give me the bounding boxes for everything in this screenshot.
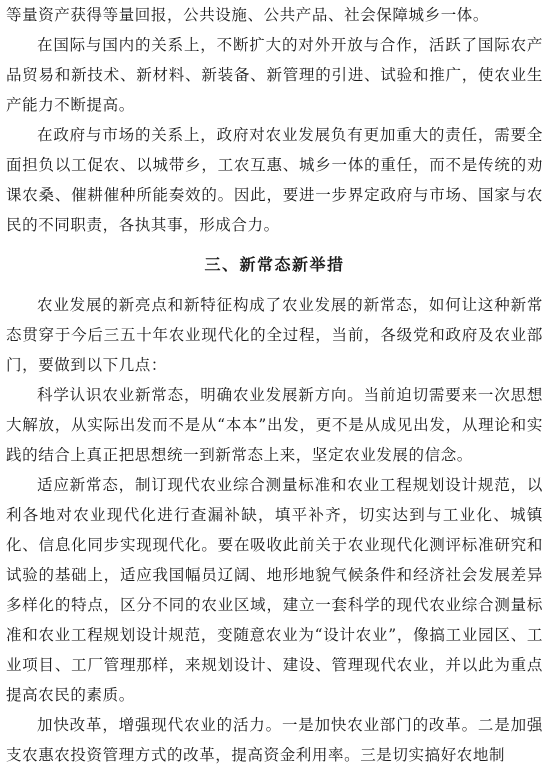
paragraph: 加快改革，增强现代农业的活力。一是加快农业部门的改革。二是加强支农惠农投资管理方式的改革，提高资金利用率。三是切实搞好农地制 [6,716,543,764]
paragraph: 适应新常态，制订现代农业综合测量标准和农业工程规划设计规范，以利各地对农业现代化进行查漏补缺，填平补齐，切实达到与工业化、城镇化、信息化同步实现现代化。要在吸收此前关于农业现代化测评标准研究和试验的基础上，适应我国幅员辽阔、地形地貌气候条件和经济社会发展差异多样化的特点，区分不同的农业区域，建立一套科学的现代农业综合测量标准和农业工程规划设计规范，变随意农业为“设计农业”，像搞工业园区、工业项目、工厂管理那样，来规划设计、建设、管理现代农业，并以此为重点提高农民的素质。 [6,476,543,704]
document-page [6,0,543,770]
paragraph: 农业发展的新亮点和新特征构成了农业发展的新常态，如何让这种新常态贯穿于今后三五十年农业现代化的全过程，当前，各级党和政府及农业部门，要做到以下几点： [6,296,543,374]
paragraph: 在政府与市场的关系上，政府对农业发展负有更加重大的责任，需要全面担负以工促农、以城带乡，工农互惠、城乡一体的重任，而不是传统的劝课农桑、催耕催种所能奏效的。因此，要进一步界定政府与市场、国家与农民的不同职责，各执其事，形成合力。 [6,126,543,234]
section-heading: 三、新常态新举措 [204,255,345,274]
paragraph: 在国际与国内的关系上，不断扩大的对外开放与合作，活跃了国际农产品贸易和新技术、新材料、新装备、新管理的引进、试验和推广，使农业生产能力不断提高。 [6,36,543,114]
paragraph: 科学认识农业新常态，明确农业发展新方向。当前迫切需要来一次思想大解放，从实际出发而不是从“本本”出发，更不是从成见出发，从理论和实践的结合上真正把思想统一到新常态上来，坚定农业发展的信念。 [6,386,543,464]
paragraph: 等量资产获得等量回报，公共设施、公共产品、社会保障城乡一体。 [6,6,490,24]
